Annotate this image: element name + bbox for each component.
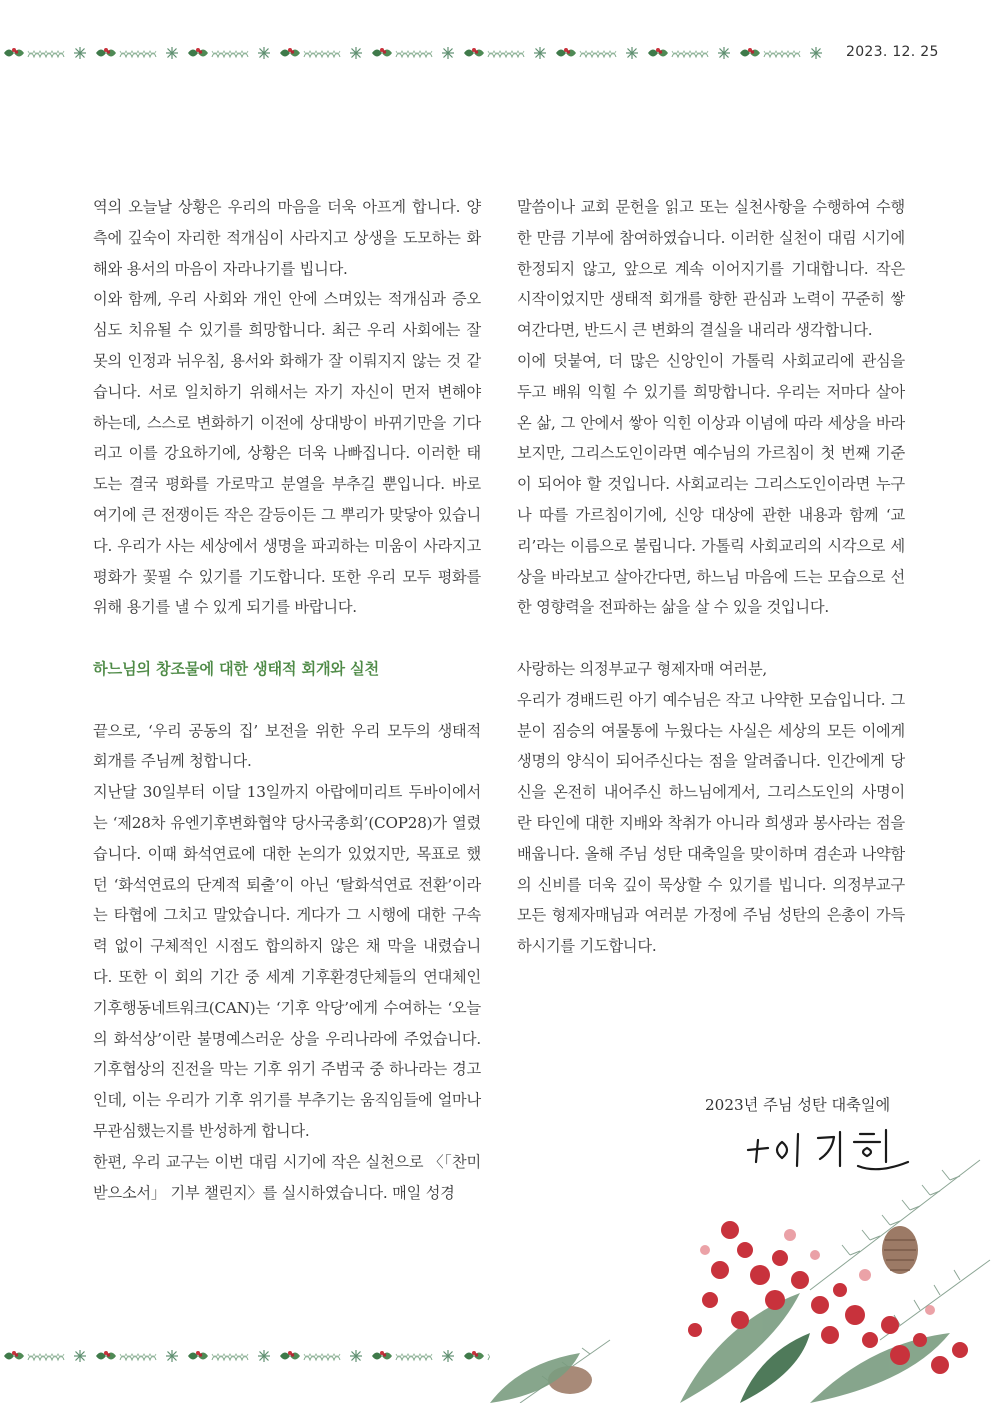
section-heading: 하느님의 창조물에 대한 생태적 회개와 실천 [93, 659, 379, 678]
right-column [517, 192, 905, 962]
left-column [93, 192, 481, 1208]
paragraph: 지난달 30일부터 이달 13일까지 아랍에미리트 두바이에서는 ‘제28차 유엔기후변화협약 당사국총회’(COP28)가 열렸습니다. 이때 화석연료에 대한 논의가 있었지만, 목표로 했던 ‘화석연료의 단계적 퇴출’이 아닌 ‘탈화석연료 전환’이라는 타협에 그치고 말았습니다. 게다가 그 시행에 대한 구속력 없이 구체적인 시점도 합의하지 않은 채 막을 내렸습니다. 또한 이 회의 기간 중 세계 기후환경단체들의 연대체인 기후행동네트워크(CAN)는 ‘기후 악당’에게 수여하는 ‘오늘의 화석상’이란 불명예스러운 상을 우리나라에 주었습니다. 기후협상의 진전을 막는 기후 위기 주범국 중 하나라는 경고인데, 이는 우리가 기후 위기를 부추기는 움직임들에 얼마나 무관심했는지를 반성하게 합니다. [93, 783, 481, 1140]
bottom-holly-border [0, 1345, 490, 1367]
paragraph: 이와 함께, 우리 사회와 개인 안에 스며있는 적개심과 증오심도 치유될 수 있기를 희망합니다. 최근 우리 사회에는 잘못의 인정과 뉘우침, 용서와 화해가 잘 이뤄지지 않는 것 같습니다. 서로 일치하기 위해서는 자기 자신이 먼저 변해야 하는데, 스스로 변화하기 이전에 상대방이 바뀌기만을 기다리고 이를 강요하기에, 상황은 더욱 나빠집니다. 이러한 태도는 결국 평화를 가로막고 분열을 부추길 뿐입니다. 바로 여기에 큰 전쟁이든 작은 갈등이든 그 뿌리가 맞닿아 있습니다. 우리가 사는 세상에서 생명을 파괴하는 미움이 사라지고 평화가 꽃필 수 있기를 기도합니다. 또한 우리 모두 평화를 위해 용기를 낼 수 있게 되기를 바랍니다. [93, 290, 481, 617]
paragraph: 이에 덧붙여, 더 많은 신앙인이 가톨릭 사회교리에 관심을 두고 배워 익힐 수 있기를 희망합니다. 우리는 저마다 살아온 삶, 그 안에서 쌓아 익힌 이상과 이념에 따라 세상을 바라보지만, 그리스도인이라면 예수님의 가르침이 첫 번째 기준이 되어야 할 것입니다. 사회교리는 그리스도인이라면 누구나 따를 가르침이기에, 신앙 대상에 관한 내용과 함께 ‘교리’라는 이름으로 불립니다. 가톨릭 사회교리의 시각으로 세상을 바라보고 살아간다면, 하느님 마음에 드는 모습으로 선한 영향력을 전파하는 삶을 살 수 있을 것입니다. [517, 351, 905, 617]
pine-cone-icon [882, 1226, 918, 1274]
paragraph: 한편, 우리 교구는 이번 대림 시기에 작은 실천으로 〈「찬미받으소서」 기부 챌린지〉를 실시하였습니다. 매일 성경 [93, 1152, 481, 1202]
paragraph: 말씀이나 교회 문헌을 읽고 또는 실천사항을 수행하여 수행한 만큼 기부에 참여하였습니다. 이러한 실천이 대림 시기에 한정되지 않고, 앞으로 계속 이어지기를 기대합니다. 작은 시작이었지만 생태적 회개를 향한 관심과 노력이 꾸준히 쌓여간다면, 반드시 큰 변화의 결실을 내리라 생각합니다. [517, 198, 905, 340]
christmas-foliage-illustration [480, 1140, 992, 1403]
issue-date: 2023. 12. 25 [846, 44, 939, 60]
paragraph: 우리가 경배드린 아기 예수님은 작고 나약한 모습입니다. 그분이 짐승의 여물통에 누웠다는 사실은 세상의 모든 이에게 생명의 양식이 되어주신다는 점을 알려줍니다. 인간에게 당신을 온전히 내어주신 하느님에게서, 그리스도인의 사명이란 타인에 대한 지배와 착취가 아니라 희생과 봉사라는 점을 배웁니다. 올해 주님 성탄 대축일을 맞이하며 겸손과 나약함의 신비를 더욱 깊이 묵상할 수 있기를 빕니다. 의정부교구 모든 형제자매님과 여러분 가정에 주님 성탄의 은총이 가득하시기를 기도합니다. [517, 690, 905, 956]
paragraph: 역의 오늘날 상황은 우리의 마음을 더욱 아프게 합니다. 양측에 깊숙이 자리한 적개심이 사라지고 상생을 도모하는 화해와 용서의 마음이 자라나기를 빕니다. [93, 198, 481, 278]
signature-date-line: 2023년 주님 성탄 대축일에 [705, 1096, 891, 1114]
greeting: 사랑하는 의정부교구 형제자매 여러분, [517, 659, 768, 678]
top-holly-border [0, 42, 830, 64]
paragraph: 끝으로, ‘우리 공동의 집’ 보전을 위한 우리 모두의 생태적 회개를 주님께 청합니다. [93, 721, 481, 771]
